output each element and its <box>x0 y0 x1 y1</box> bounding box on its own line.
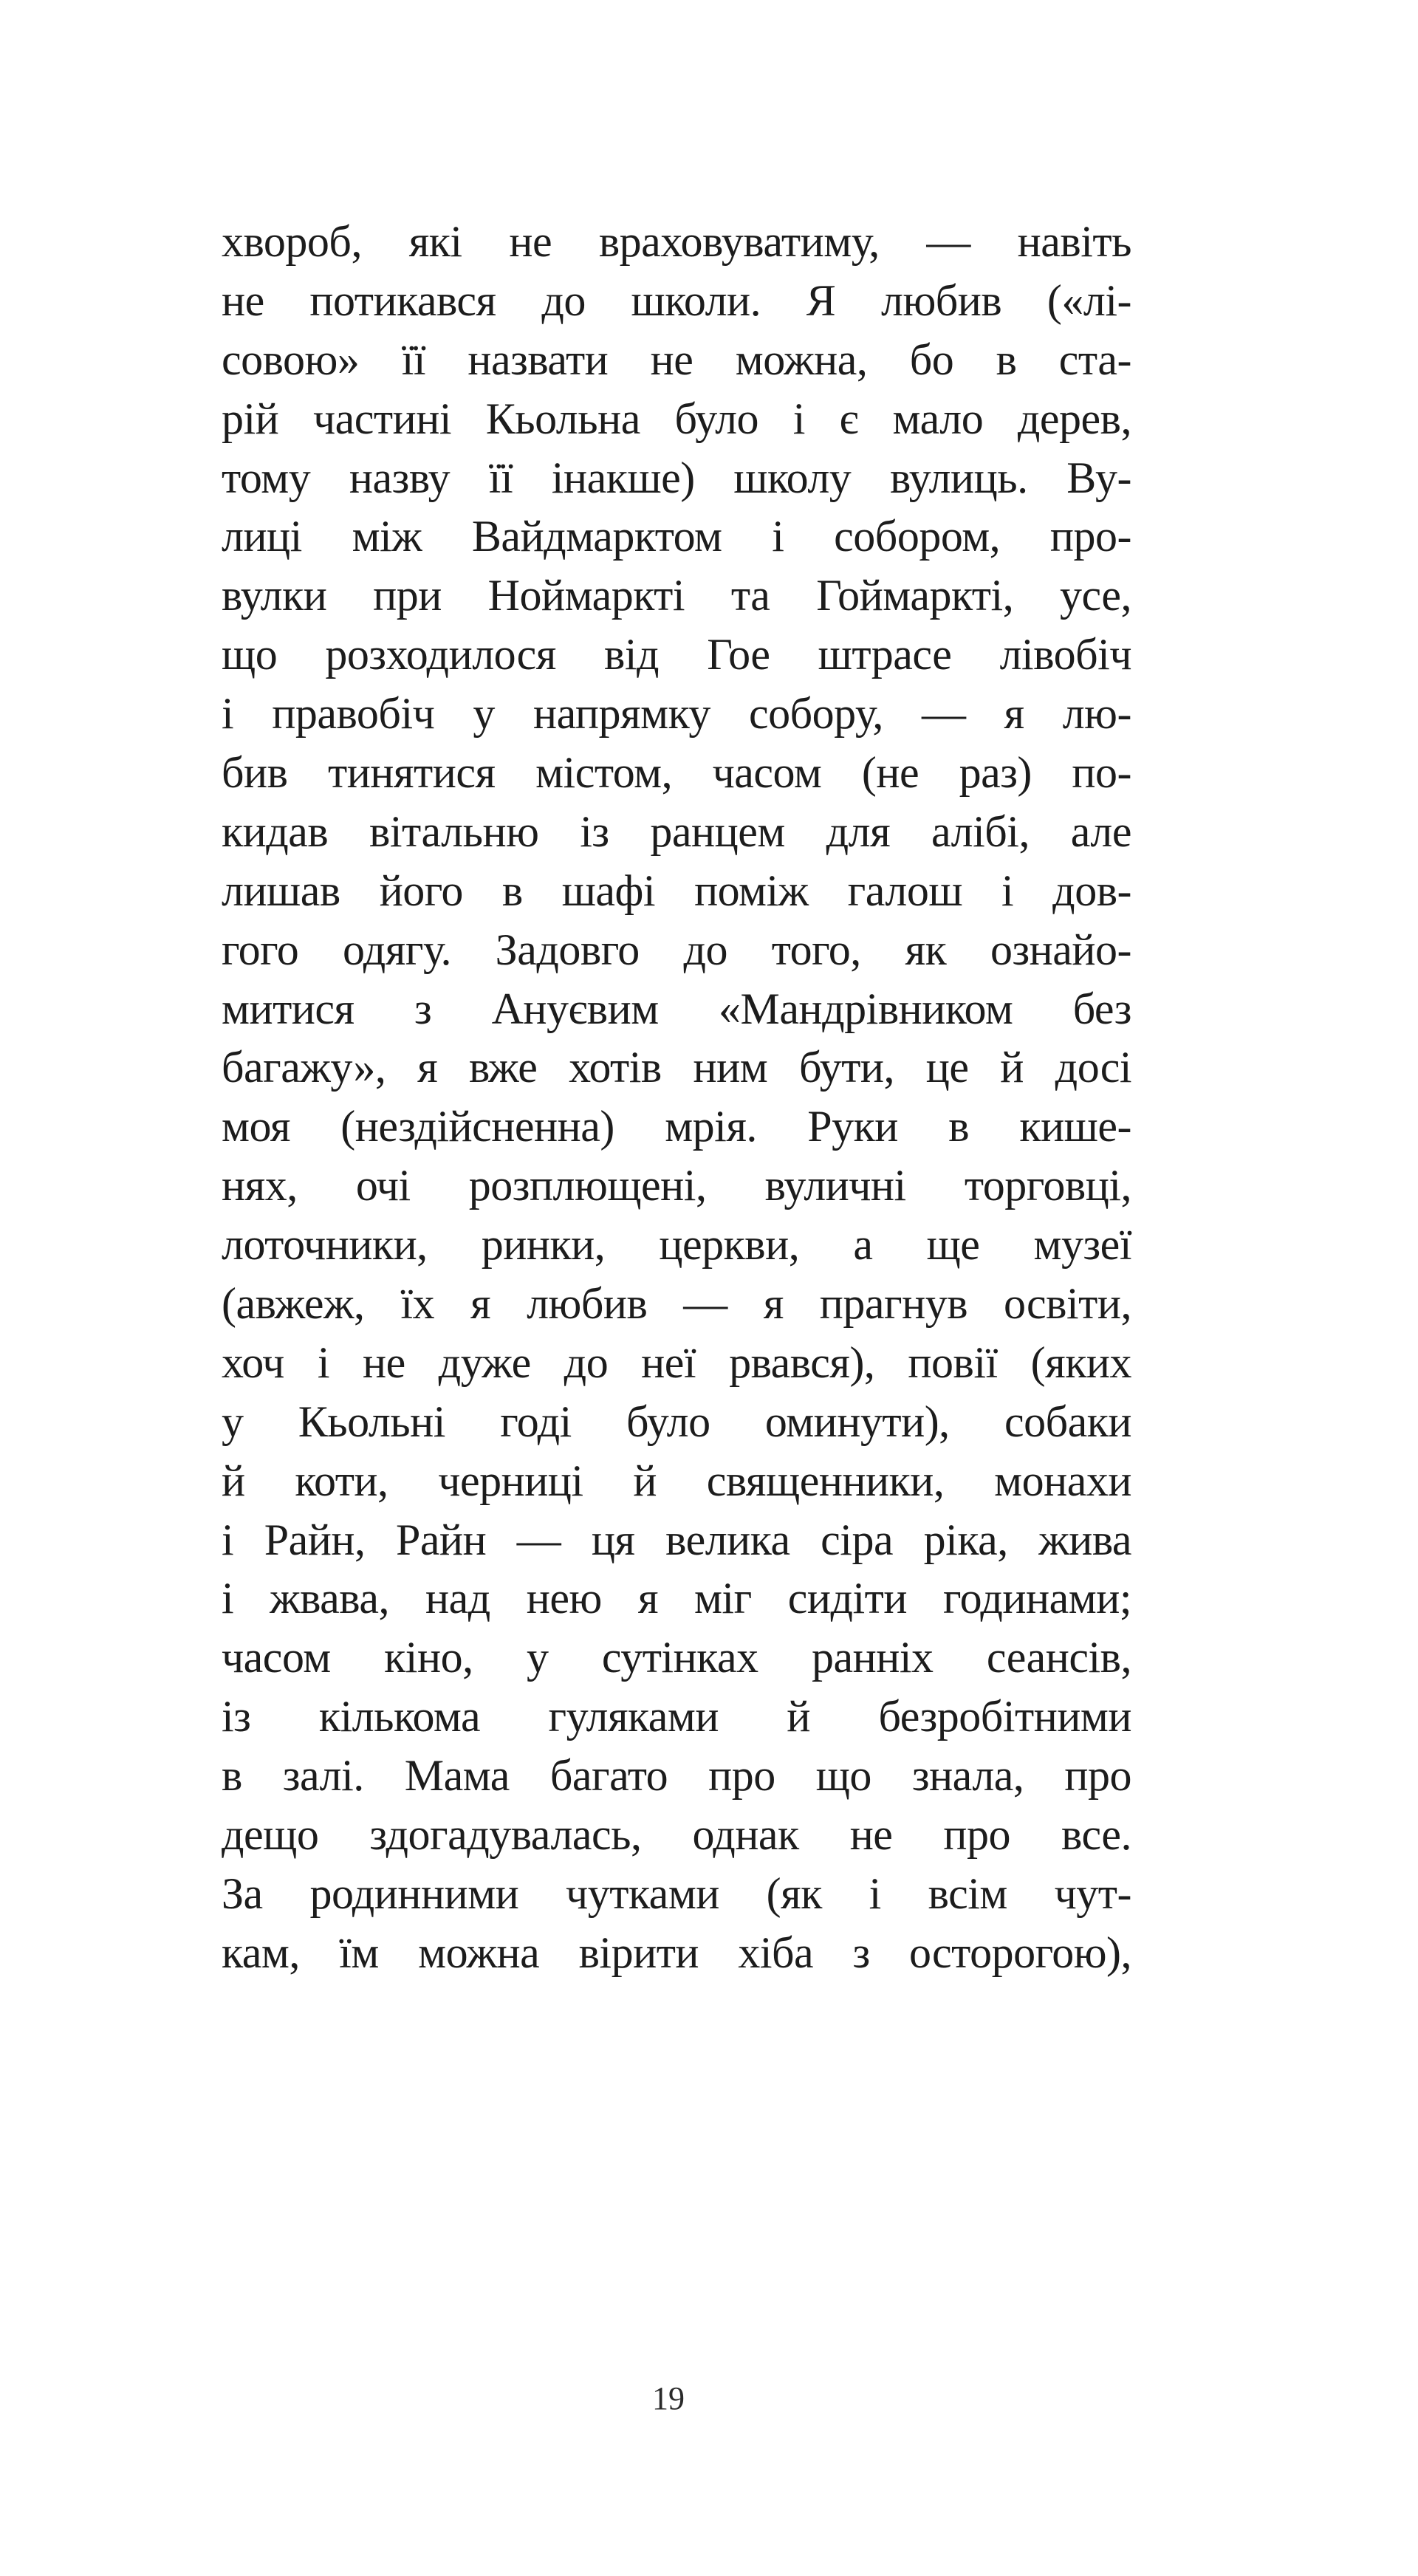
text-line: не потикався до школи. Я любив («лі- <box>222 275 1131 325</box>
text-line: хоч і не дуже до неї рвався), повії (яких <box>222 1337 1131 1387</box>
page-number: 19 <box>652 2380 685 2416</box>
text-line: моя (нездійсненна) мрія. Руки в кише- <box>222 1102 1131 1151</box>
text-line: хвороб, які не враховуватиму, — навіть <box>222 217 1131 266</box>
text-line: із кількома гуляками й безробітними <box>222 1692 1131 1741</box>
body-text <box>222 213 1131 1983</box>
text-line: часом кіно, у сутінках ранніх сеансів, <box>222 1633 1131 1682</box>
text-line: (авжеж, їх я любив — я прагнув освіти, <box>222 1279 1131 1329</box>
text-line: у Кьольні годі було оминути), собаки <box>222 1397 1131 1446</box>
text-line: що розходилося від Гое штрасе лівобіч <box>222 630 1131 679</box>
text-line: рій частині Кьольна було і є мало дерев, <box>222 394 1131 443</box>
text-line: в залі. Мама багато про що знала, про <box>222 1751 1131 1801</box>
text-line: совою» її назвати не можна, бо в ста- <box>222 335 1131 384</box>
text-line: лиці між Вайдмарктом і собором, про- <box>222 512 1131 561</box>
text-line: кидав вітальню із ранцем для алібі, але <box>222 806 1131 856</box>
text-line: тому назву її інакше) школу вулиць. Ву- <box>222 453 1131 502</box>
text-line: кам, їм можна вірити хіба з осторогою), <box>222 1928 1131 1977</box>
text-line: лишав його в шафі поміж галош і дов- <box>222 866 1131 915</box>
text-line: і Райн, Райн — ця велика сіра ріка, жива <box>222 1515 1131 1564</box>
text-line: вулки при Ноймаркті та Гоймаркті, усе, <box>222 571 1131 620</box>
text-line: й коти, черниці й священники, монахи <box>222 1456 1131 1505</box>
text-line: За родинними чутками (як і всім чут- <box>222 1868 1131 1918</box>
text-line: лоточники, ринки, церкви, а ще музеї <box>222 1220 1131 1270</box>
text-line: і правобіч у напрямку собору, — я лю- <box>222 689 1131 739</box>
text-line: дещо здогадувалась, однак не про все. <box>222 1810 1131 1860</box>
text-line: нях, очі розплющені, вуличні торговці, <box>222 1161 1131 1210</box>
text-line: багажу», я вже хотів ним бути, це й досі <box>222 1043 1131 1092</box>
text-line: бив тинятися містом, часом (не раз) по- <box>222 748 1131 798</box>
text-line: гого одягу. Задовго до того, як ознайо- <box>222 925 1131 974</box>
text-line: митися з Ануєвим «Мандрівником без <box>222 984 1131 1033</box>
text-line: і жвава, над нею я міг сидіти годинами; <box>222 1574 1131 1623</box>
